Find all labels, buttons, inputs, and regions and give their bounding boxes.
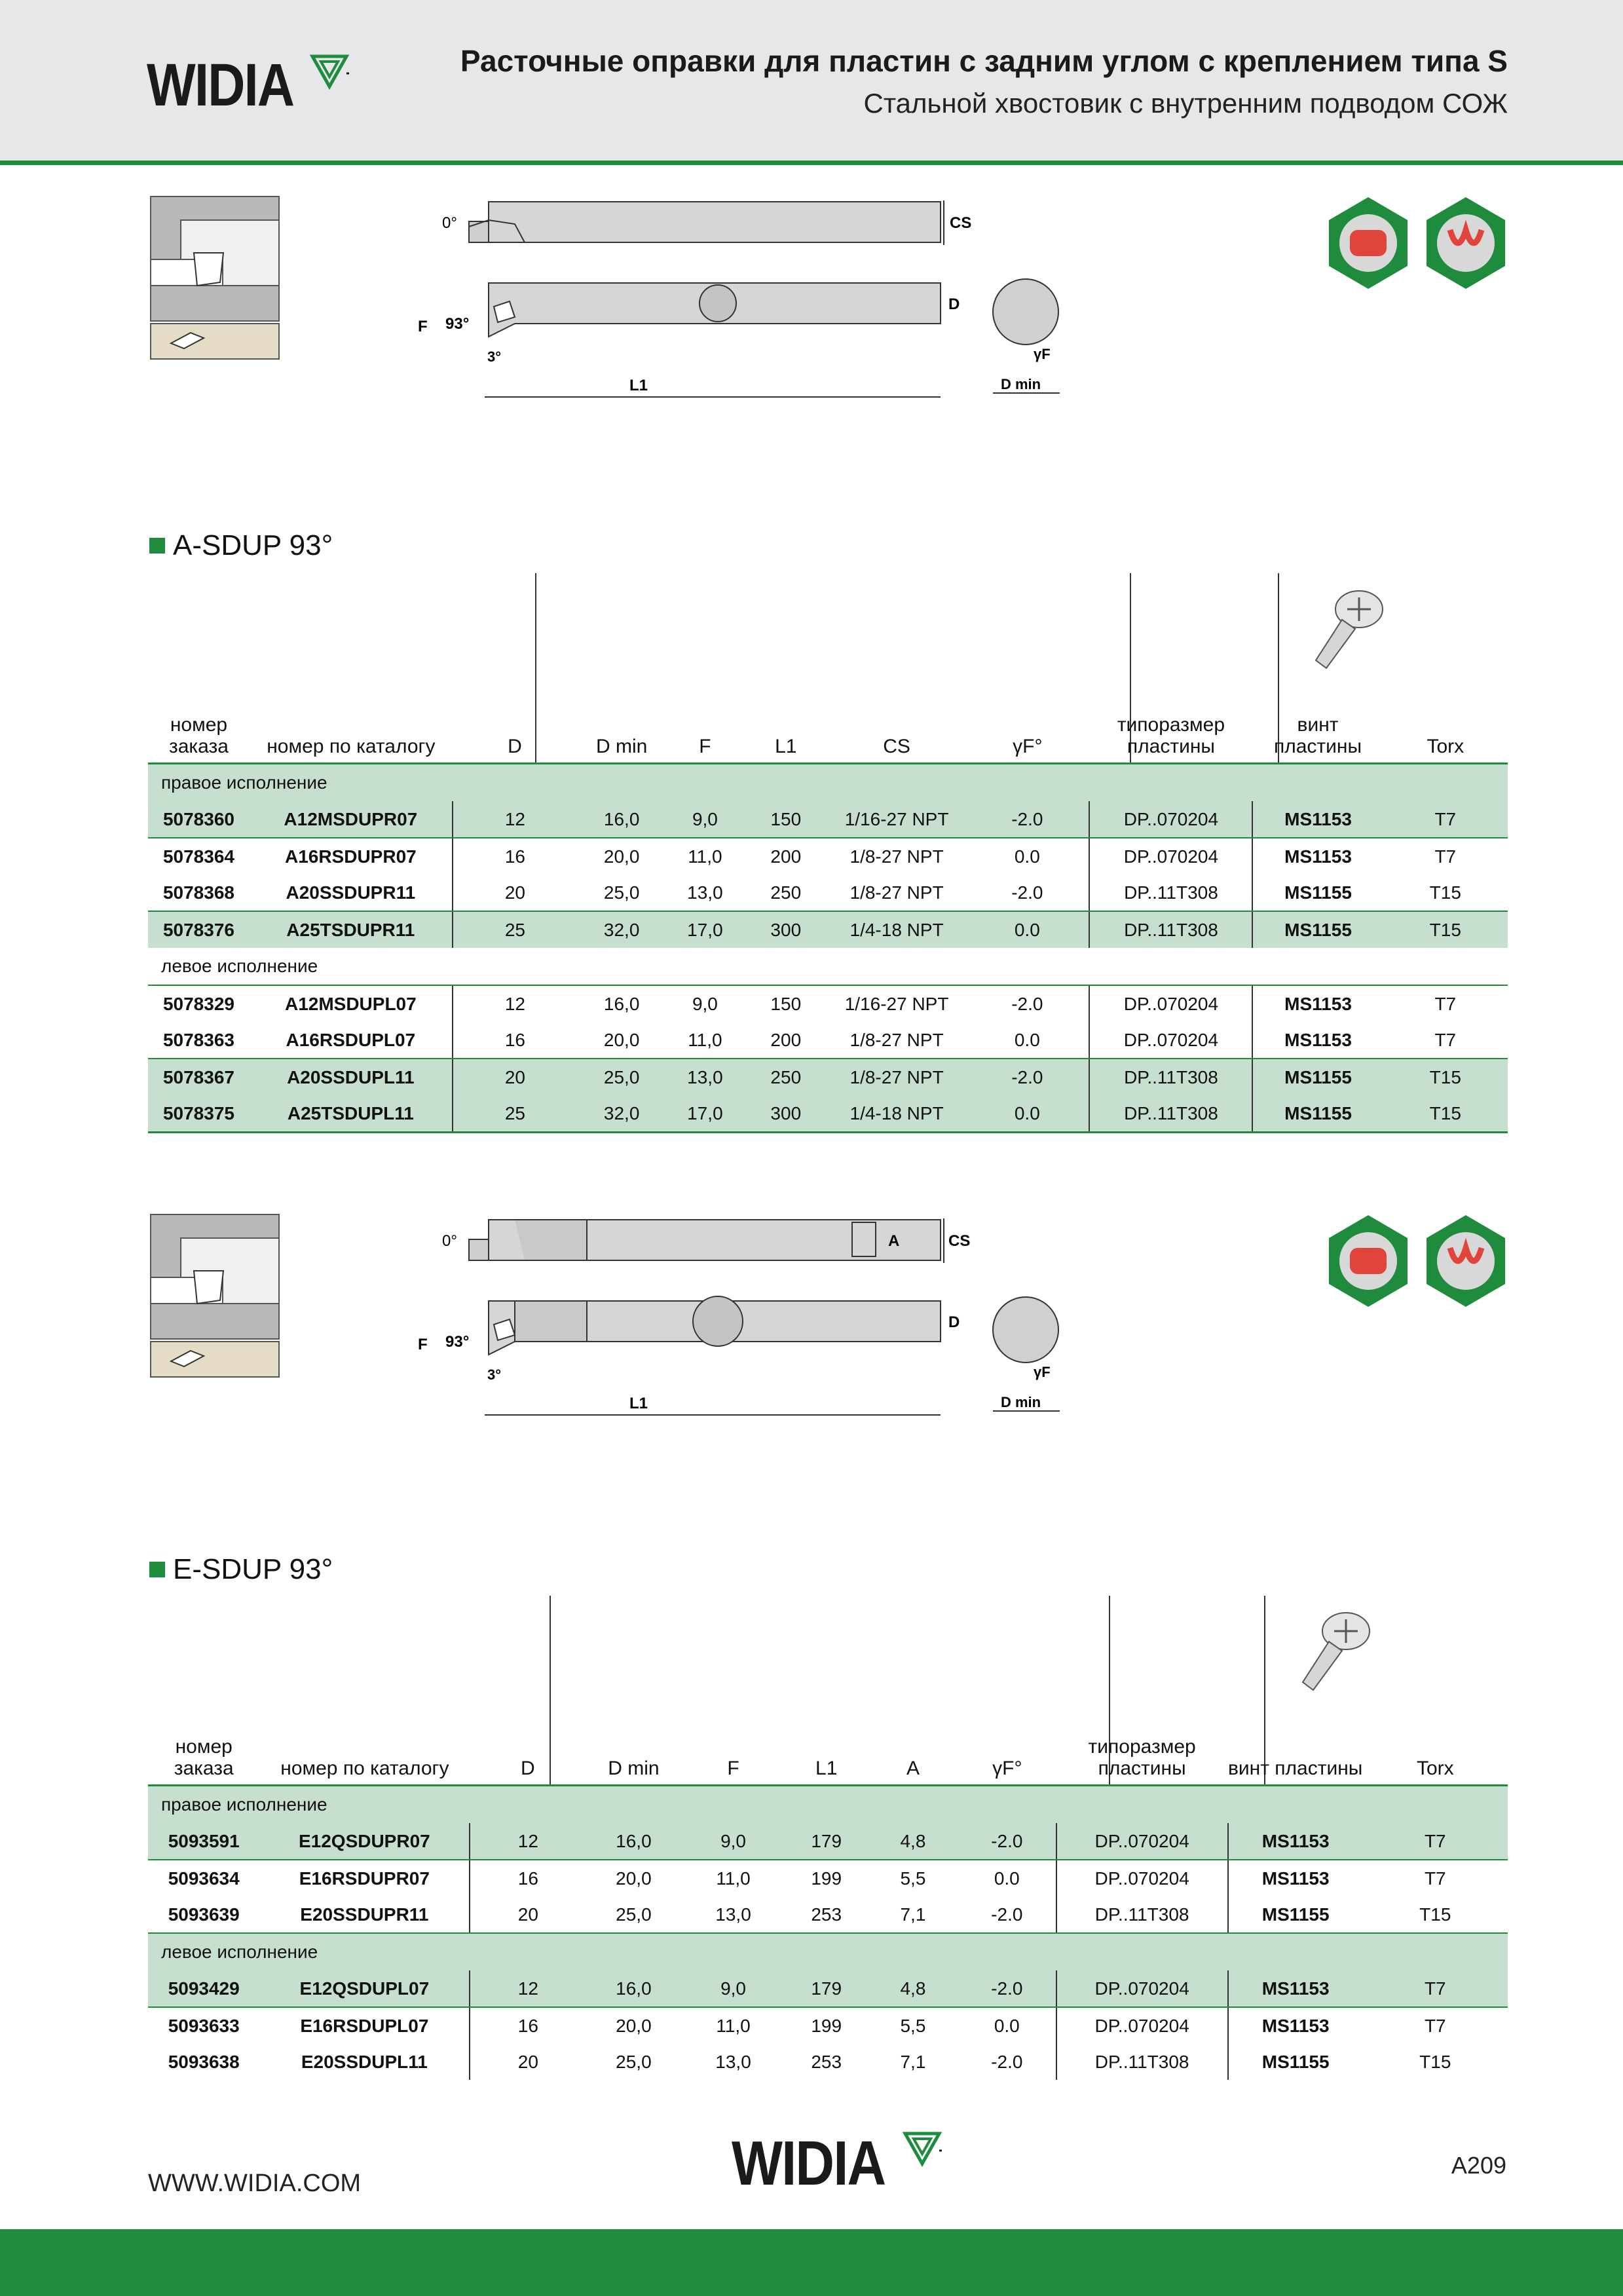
table-cell: -2.0 bbox=[1011, 993, 1043, 1014]
table-row bbox=[148, 875, 1508, 911]
machining-icons bbox=[1329, 197, 1505, 289]
angle-0-label: 0° bbox=[442, 214, 457, 232]
table-cell: 1/8-27 NPT bbox=[849, 846, 944, 867]
table-a-sdup bbox=[148, 714, 1508, 1133]
table-row bbox=[148, 1022, 1508, 1059]
table-cell: T15 bbox=[1363, 1896, 1508, 1933]
table-cell: 200 bbox=[744, 1022, 828, 1059]
column-header: винт пластины bbox=[1252, 714, 1383, 764]
table-cell: T7 bbox=[1363, 1970, 1508, 2007]
angle-0-label: 0° bbox=[442, 1232, 457, 1250]
table-cell: MS1155 bbox=[1252, 1059, 1383, 1095]
table-cell: 1/4-18 NPT bbox=[828, 1095, 965, 1133]
table-cell: MS1153 bbox=[1252, 838, 1383, 875]
table-cell: MS1153 bbox=[1228, 1970, 1363, 2007]
column-header: F bbox=[666, 714, 743, 764]
table-cell: A20SSDUPL11 bbox=[250, 1059, 453, 1095]
table-cell: 17,0 bbox=[666, 911, 743, 948]
table-cell: 25,0 bbox=[616, 2051, 652, 2072]
table-cell: 20 bbox=[470, 2044, 586, 2080]
table-cell: T7 bbox=[1424, 1868, 1446, 1889]
table-cell: 20,0 bbox=[616, 2015, 652, 2036]
table-cell: 5093634 bbox=[168, 1868, 240, 1889]
table-cell: MS1155 bbox=[1252, 875, 1383, 911]
page-title: Расточные оправки для пластин с задним углом с креплением типа S bbox=[460, 44, 1508, 78]
screw-icon bbox=[1300, 584, 1392, 676]
table-row bbox=[148, 1896, 1508, 1933]
group-row-right bbox=[148, 1786, 1508, 1824]
table-cell: DP..11T308 bbox=[1089, 911, 1252, 948]
page-header bbox=[0, 0, 1623, 165]
table-cell: 5078367 bbox=[148, 1059, 250, 1095]
table-row bbox=[148, 1860, 1508, 1896]
table-cell: DP..070204 bbox=[1056, 1823, 1228, 1860]
table-row bbox=[148, 1970, 1508, 2007]
table-cell: 1/16-27 NPT bbox=[828, 801, 965, 838]
table-cell: 5078376 bbox=[148, 911, 250, 948]
table-cell: 5093639 bbox=[148, 1896, 259, 1933]
column-header: D min bbox=[586, 1736, 681, 1786]
table-cell: 5078364 bbox=[162, 846, 234, 867]
table-cell: 11,0 bbox=[688, 846, 722, 867]
table-cell: MS1153 bbox=[1228, 1823, 1363, 1860]
angle-3-label: 3° bbox=[487, 1366, 502, 1383]
table-cell: T15 bbox=[1419, 2051, 1451, 2072]
table-cell: -2.0 bbox=[965, 1059, 1089, 1095]
table-cell: T15 bbox=[1383, 1059, 1508, 1095]
table-cell: 12 bbox=[453, 801, 577, 838]
holder-top-view bbox=[469, 1218, 944, 1263]
table-cell: 300 bbox=[744, 1095, 828, 1133]
table-cell: 0.0 bbox=[965, 911, 1089, 948]
l1-label: L1 bbox=[629, 1395, 648, 1412]
page-number: A209 bbox=[1451, 2152, 1506, 2179]
section-title-e: E-SDUP 93° bbox=[149, 1553, 333, 1586]
table-cell: A12MSDUPR07 bbox=[250, 801, 453, 838]
table-cell: 20,0 bbox=[616, 1868, 652, 1889]
table-cell: 5093429 bbox=[148, 1970, 259, 2007]
d-label: D bbox=[948, 295, 960, 313]
table-cell: -2.0 bbox=[965, 801, 1089, 838]
table-row bbox=[148, 1095, 1508, 1133]
column-header: γF° bbox=[958, 1736, 1056, 1786]
widia-triangle-icon bbox=[903, 2130, 942, 2169]
table-cell: 5078360 bbox=[148, 801, 250, 838]
table-cell: E16RSDUPL07 bbox=[300, 2015, 429, 2036]
table-cell: -2.0 bbox=[958, 1896, 1056, 1933]
d-min-label: D min bbox=[1001, 376, 1041, 392]
table-cell: -2.0 bbox=[991, 2051, 1023, 2072]
table-cell: правое исполнение bbox=[148, 764, 1508, 802]
table-cell: 16 bbox=[453, 838, 577, 875]
table-cell: DP..11T308 bbox=[1056, 2044, 1228, 2080]
table-cell: 16,0 bbox=[577, 801, 666, 838]
table-cell: -2.0 bbox=[958, 1823, 1056, 1860]
table-cell: T7 bbox=[1383, 1022, 1508, 1059]
table-cell: 5093633 bbox=[168, 2015, 240, 2036]
table-cell: MS1155 bbox=[1252, 1095, 1383, 1133]
footer-bar bbox=[0, 2229, 1623, 2296]
f-label: F bbox=[418, 1336, 428, 1353]
table-cell: 25,0 bbox=[577, 875, 666, 911]
table-cell: 11,0 bbox=[716, 2015, 751, 2036]
table-cell: 253 bbox=[785, 1896, 868, 1933]
table-row bbox=[148, 911, 1508, 948]
column-header: Torx bbox=[1383, 714, 1508, 764]
holder-side-view bbox=[489, 1296, 941, 1355]
table-row bbox=[148, 1059, 1508, 1095]
table-cell: T15 bbox=[1383, 911, 1508, 948]
table-cell: 199 bbox=[811, 2015, 842, 2036]
table-cell: A25TSDUPL11 bbox=[250, 1095, 453, 1133]
table-cell: 0.0 bbox=[965, 1022, 1089, 1059]
angle-93-label: 93° bbox=[445, 315, 470, 333]
table-cell: 20,0 bbox=[603, 846, 640, 867]
table-cell: 11,0 bbox=[666, 1022, 743, 1059]
table-cell: MS1153 bbox=[1228, 2007, 1363, 2044]
website-link[interactable]: WWW.WIDIA.COM bbox=[148, 2170, 362, 2197]
table-row bbox=[148, 838, 1508, 875]
table-cell: 7,1 bbox=[900, 2051, 926, 2072]
machining-icons bbox=[1329, 1215, 1505, 1307]
table-cell: 9,0 bbox=[681, 1823, 785, 1860]
table-cell: MS1153 bbox=[1252, 801, 1383, 838]
table-cell: 1/4-18 NPT bbox=[828, 911, 965, 948]
table-cell: 4,8 bbox=[868, 1970, 958, 2007]
table-cell: MS1153 bbox=[1252, 1022, 1383, 1059]
section-bullet bbox=[149, 538, 165, 554]
table-row bbox=[148, 2007, 1508, 2044]
column-header: типоразмер пластины bbox=[1089, 714, 1252, 764]
table-cell: 7,1 bbox=[868, 1896, 958, 1933]
table-cell: 16 bbox=[470, 2007, 586, 2044]
table-cell: правое исполнение bbox=[148, 1786, 1508, 1824]
screw-icon bbox=[1287, 1606, 1379, 1698]
table-cell: левое исполнение bbox=[148, 948, 1508, 985]
table-cell: 12 bbox=[453, 985, 577, 1022]
column-header: Torx bbox=[1363, 1736, 1508, 1786]
table-cell: MS1155 bbox=[1252, 911, 1383, 948]
table-cell: 12 bbox=[470, 1823, 586, 1860]
table-cell: 20 bbox=[453, 875, 577, 911]
table-cell: DP..11T308 bbox=[1089, 875, 1252, 911]
table-header-row bbox=[148, 714, 1508, 764]
table-cell: 0.0 bbox=[965, 1095, 1089, 1133]
table-cell: 0.0 bbox=[1014, 846, 1040, 867]
table-cell: 5,5 bbox=[900, 1868, 926, 1889]
table-cell: MS1155 bbox=[1228, 1896, 1363, 1933]
table-cell: 9,0 bbox=[692, 993, 718, 1014]
column-header: номер по каталогу bbox=[259, 1736, 470, 1786]
table-cell: 9,0 bbox=[666, 801, 743, 838]
table-cell: 1/8-27 NPT bbox=[828, 1059, 965, 1095]
table-cell: 1/8-27 NPT bbox=[828, 1022, 965, 1059]
table-cell: A12MSDUPL07 bbox=[284, 993, 417, 1014]
gamma-f-label: γF bbox=[1034, 346, 1051, 362]
table-cell: 9,0 bbox=[681, 1970, 785, 2007]
tool-drawing-e bbox=[148, 1212, 1510, 1428]
table-cell: 16 bbox=[470, 1860, 586, 1896]
column-header: винт пластины bbox=[1228, 1736, 1363, 1786]
table-cell: 13,0 bbox=[666, 875, 743, 911]
column-header: A bbox=[868, 1736, 958, 1786]
table-cell: 13,0 bbox=[715, 2051, 751, 2072]
table-cell: MS1155 bbox=[1228, 2044, 1363, 2080]
table-cell: 13,0 bbox=[666, 1059, 743, 1095]
tool-drawing-a bbox=[148, 194, 1510, 410]
table-cell: E20SSDUPL11 bbox=[301, 2051, 428, 2072]
table-cell: 11,0 bbox=[716, 1868, 751, 1889]
table-cell: DP..070204 bbox=[1089, 985, 1252, 1022]
table-cell: E16RSDUPR07 bbox=[299, 1868, 430, 1889]
cs-label: CS bbox=[948, 1232, 971, 1250]
table-cell: 32,0 bbox=[577, 1095, 666, 1133]
table-cell: E12QSDUPL07 bbox=[259, 1970, 470, 2007]
table-cell: 25,0 bbox=[586, 1896, 681, 1933]
column-header: D min bbox=[577, 714, 666, 764]
table-cell: 12 bbox=[470, 1970, 586, 2007]
f-label: F bbox=[418, 318, 428, 335]
table-cell: MS1153 bbox=[1228, 1860, 1363, 1896]
column-header: номер заказа bbox=[148, 1736, 259, 1786]
table-cell: 5078375 bbox=[148, 1095, 250, 1133]
table-cell: 0.0 bbox=[994, 1868, 1020, 1889]
table-cell: 5093591 bbox=[148, 1823, 259, 1860]
table-cell: 150 bbox=[770, 993, 802, 1014]
widia-triangle-icon bbox=[310, 52, 349, 92]
cs-label: CS bbox=[950, 214, 972, 232]
group-row-left bbox=[148, 948, 1508, 985]
table-cell: -2.0 bbox=[965, 875, 1089, 911]
table-cell: 32,0 bbox=[577, 911, 666, 948]
table-cell: -2.0 bbox=[958, 1970, 1056, 2007]
table-cell: T7 bbox=[1363, 1823, 1508, 1860]
table-cell: 5078368 bbox=[148, 875, 250, 911]
boring-thumbnail bbox=[151, 197, 279, 359]
table-cell: DP..11T308 bbox=[1056, 1896, 1228, 1933]
table-cell: 20,0 bbox=[577, 1022, 666, 1059]
widia-logo: WIDIA bbox=[147, 55, 349, 115]
table-header-row bbox=[148, 1736, 1508, 1786]
angle-93-label: 93° bbox=[445, 1333, 470, 1351]
column-header: D bbox=[453, 714, 577, 764]
d-label: D bbox=[948, 1313, 960, 1331]
table-cell: A25TSDUPR11 bbox=[250, 911, 453, 948]
table-cell: 25,0 bbox=[577, 1059, 666, 1095]
table-cell: E12QSDUPR07 bbox=[259, 1823, 470, 1860]
table-cell: 253 bbox=[811, 2051, 842, 2072]
column-header: типоразмер пластины bbox=[1056, 1736, 1228, 1786]
column-header: F bbox=[681, 1736, 785, 1786]
column-header: номер по каталогу bbox=[250, 714, 453, 764]
table-cell: A16RSDUPR07 bbox=[284, 846, 417, 867]
section-bullet bbox=[149, 1562, 165, 1577]
column-header: L1 bbox=[744, 714, 828, 764]
table-cell: 5078329 bbox=[162, 993, 234, 1014]
column-header: γF° bbox=[965, 714, 1089, 764]
angle-3-label: 3° bbox=[487, 348, 502, 365]
table-cell: DP..070204 bbox=[1056, 2007, 1228, 2044]
table-cell: T7 bbox=[1434, 993, 1457, 1014]
table-cell: E20SSDUPR11 bbox=[259, 1896, 470, 1933]
table-cell: 1/8-27 NPT bbox=[828, 875, 965, 911]
table-cell: 200 bbox=[770, 846, 802, 867]
group-row-left bbox=[148, 1933, 1508, 1970]
table-cell: 17,0 bbox=[666, 1095, 743, 1133]
a-label: A bbox=[888, 1232, 900, 1250]
table-cell: 16 bbox=[453, 1022, 577, 1059]
table-e-sdup bbox=[148, 1736, 1508, 2080]
table-row bbox=[148, 2044, 1508, 2080]
table-cell: 150 bbox=[744, 801, 828, 838]
table-cell: 199 bbox=[811, 1868, 842, 1889]
table-row bbox=[148, 1823, 1508, 1860]
boring-thumbnail bbox=[151, 1214, 279, 1377]
column-header: D bbox=[470, 1736, 586, 1786]
table-cell: T7 bbox=[1424, 2015, 1446, 2036]
table-cell: 25 bbox=[453, 911, 577, 948]
table-cell: 250 bbox=[744, 875, 828, 911]
table-cell: левое исполнение bbox=[148, 1933, 1508, 1970]
table-cell: DP..070204 bbox=[1089, 1022, 1252, 1059]
table-cell: DP..070204 bbox=[1056, 1970, 1228, 2007]
column-header: номер заказа bbox=[148, 714, 250, 764]
table-cell: MS1153 bbox=[1252, 985, 1383, 1022]
page-subtitle: Стальной хвостовик с внутренним подводом СОЖ bbox=[863, 88, 1508, 119]
table-cell: 16,0 bbox=[603, 993, 640, 1014]
table-cell: 16,0 bbox=[586, 1823, 681, 1860]
table-cell: T15 bbox=[1383, 1095, 1508, 1133]
d-min-label: D min bbox=[1001, 1394, 1041, 1410]
table-cell: A20SSDUPR11 bbox=[250, 875, 453, 911]
column-header: L1 bbox=[785, 1736, 868, 1786]
holder-top-view bbox=[469, 200, 944, 245]
cross-section bbox=[993, 279, 1058, 345]
table-cell: DP..070204 bbox=[1089, 801, 1252, 838]
table-row bbox=[148, 801, 1508, 838]
table-cell: 13,0 bbox=[681, 1896, 785, 1933]
table-cell: 5,5 bbox=[900, 2015, 926, 2036]
table-cell: DP..11T308 bbox=[1089, 1095, 1252, 1133]
table-cell: 20 bbox=[470, 1896, 586, 1933]
cross-section bbox=[993, 1297, 1058, 1363]
table-cell: T15 bbox=[1383, 875, 1508, 911]
table-cell: 250 bbox=[744, 1059, 828, 1095]
gamma-f-label: γF bbox=[1034, 1364, 1051, 1380]
table-cell: T7 bbox=[1434, 846, 1457, 867]
group-row-right bbox=[148, 764, 1508, 802]
table-cell: A16RSDUPL07 bbox=[250, 1022, 453, 1059]
table-cell: T7 bbox=[1383, 801, 1508, 838]
table-cell: 1/16-27 NPT bbox=[844, 993, 949, 1014]
column-header: CS bbox=[828, 714, 965, 764]
table-cell: 179 bbox=[785, 1970, 868, 2007]
table-cell: 300 bbox=[744, 911, 828, 948]
table-cell: DP..11T308 bbox=[1089, 1059, 1252, 1095]
table-cell: DP..070204 bbox=[1089, 838, 1252, 875]
table-cell: 16,0 bbox=[586, 1970, 681, 2007]
table-cell: DP..070204 bbox=[1056, 1860, 1228, 1896]
table-cell: 5078363 bbox=[148, 1022, 250, 1059]
section-title-a: A-SDUP 93° bbox=[149, 529, 333, 562]
table-cell: 4,8 bbox=[868, 1823, 958, 1860]
table-cell: 25 bbox=[453, 1095, 577, 1133]
table-cell: 20 bbox=[453, 1059, 577, 1095]
table-cell: 179 bbox=[785, 1823, 868, 1860]
table-row bbox=[148, 985, 1508, 1022]
widia-footer-logo: WIDIA bbox=[732, 2132, 942, 2195]
holder-side-view bbox=[489, 283, 941, 337]
table-cell: 0.0 bbox=[994, 2015, 1020, 2036]
table-cell: 5093638 bbox=[168, 2051, 240, 2072]
l1-label: L1 bbox=[629, 377, 648, 394]
